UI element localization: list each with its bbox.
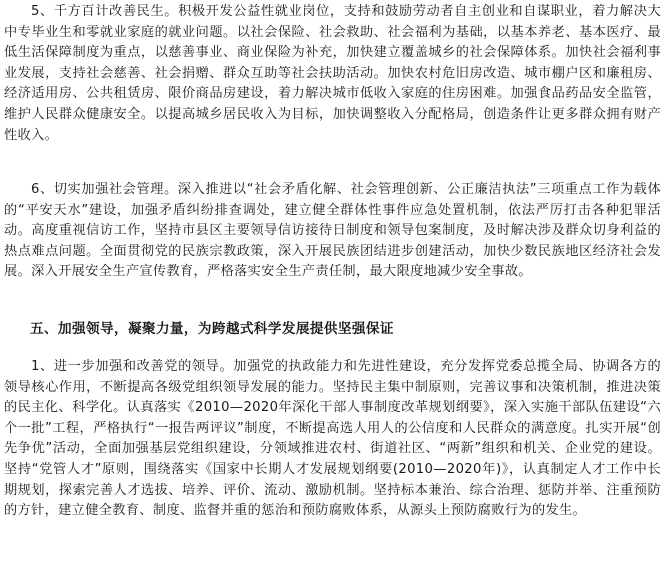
- paragraph-social-management: 6、切实加强社会管理。深入推进以“社会矛盾化解、社会管理创新、公正廉洁执法”三项重点工作为载体的“平安天水”建设，加强矛盾纠纷排查调处，建立健全群体性事件应急处置机制，依法严厉打击各种犯罪活动。高度重视信访工作，坚持市县区主要领导信访接待日制度和领导包案制度，及时解决涉及群众切身利益的热点难点问题。全面贯彻党的民族宗教政策，深入开展民族团结进步创建活动，加快少数民族地区经济社会发展。深入开展安全生产宣传教育，严格落实安全生产责任制，最大限度地减少安全事故。: [4, 182, 661, 280]
- paragraph-party-leadership: 1、进一步加强和改善党的领导。加强党的执政能力和先进性建设，充分发挥党委总揽全局、协调各方的领导核心作用，不断提高各级党组织领导发展的能力。坚持民主集中制原则，完善议事和决策机制，推进决策的民主化、科学化。认真落实《2010—2020年深化干部人事制度改革规划纲要》，深入实施干部队伍建设“六个一批”工程，严格执行“一报告两评议”制度，不断提高选人用人的公信度和人民群众的满意度。扎实开展“创先争优”活动，全面加强基层党组织建设，分领域推进农村、街道社区、“两新”组织和机关、企业党的建设。坚持“党管人才”原则，围绕落实《国家中长期人才发展规划纲要(2010—2020年)》，认真制定人才工作中长期规划，探索完善人才选拔、培养、评价、流动、激励机制。坚持标本兼治、综合治理、惩防并举、注重预防的方针，建立健全教育、制度、监督并重的惩治和预防腐败体系，从源头上预防腐败行为的发生。: [4, 359, 661, 519]
- paragraph-livelihood: 5、千方百计改善民生。积极开发公益性就业岗位，支持和鼓励劳动者自主创业和自谋职业，着力解决大中专毕业生和零就业家庭的就业问题。以社会保险、社会救助、社会福利为基础，以基本养老、基本医疗、最低生活保障制度为重点，以慈善事业、商业保险为补充，加快建立覆盖城乡的社会保障体系。加快社会福利事业发展，支持社会慈善、社会捐赠、群众互助等社会扶助活动。加快农村危旧房改造、城市棚户区和廉租房、经济适用房、公共租赁房、限价商品房建设，着力解决城市低收入家庭的住房困难。加强食品药品安全监管，维护人民群众健康安全。以提高城乡居民收入为目标，加快调整收入分配格局，创造条件让更多群众拥有财产性收入。: [4, 4, 661, 143]
- section-heading: 五、加强领导，凝聚力量，为跨越式科学发展提供坚强保证: [30, 321, 394, 337]
